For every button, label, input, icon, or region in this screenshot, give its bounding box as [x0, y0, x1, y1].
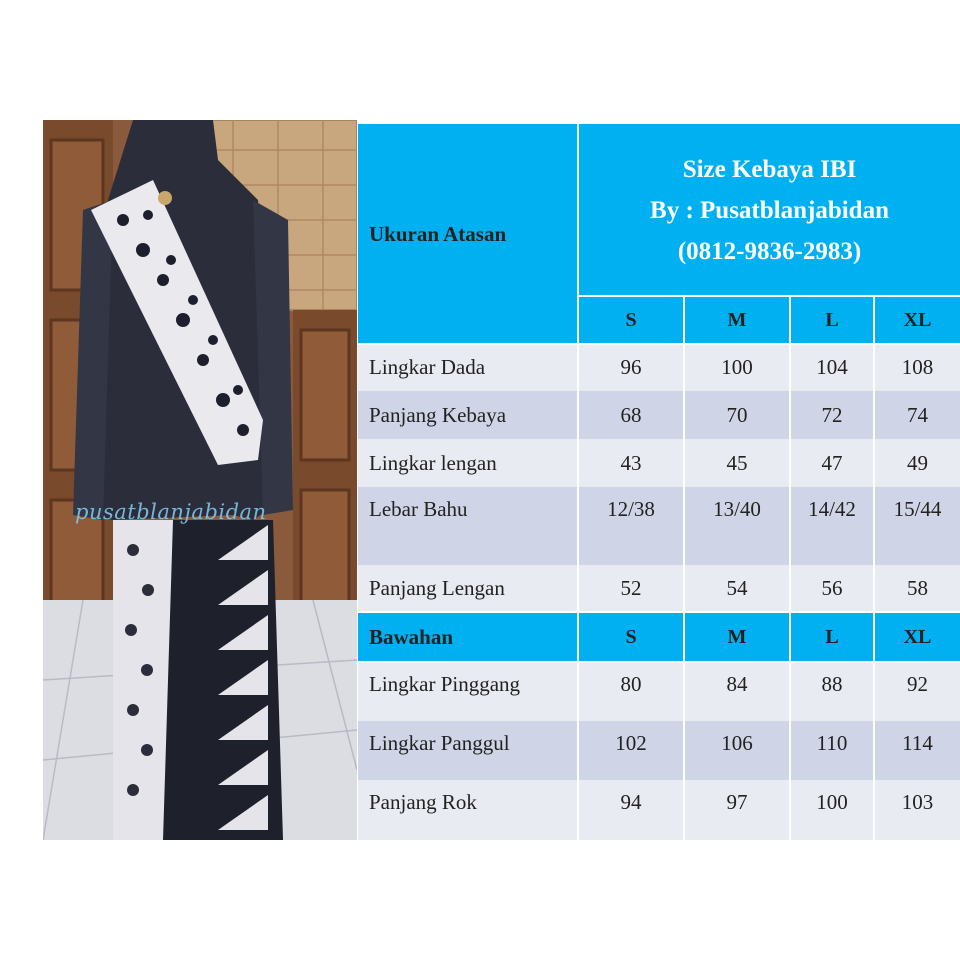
size-header-s: S — [578, 296, 684, 344]
kebaya-illustration — [43, 120, 357, 840]
grid-line — [873, 296, 875, 840]
grid-line — [789, 296, 791, 840]
cell-value: 56 — [790, 565, 874, 612]
row-label: Panjang Rok — [358, 780, 578, 840]
size-header-xl: XL — [874, 612, 960, 662]
chart-title — [578, 124, 960, 296]
grid-line — [683, 296, 685, 840]
row-label: Lingkar Panggul — [358, 721, 578, 780]
cell-value: 92 — [874, 662, 960, 721]
row-label: Lingkar Dada — [358, 344, 578, 391]
cell-value: 106 — [684, 721, 790, 780]
cell-value: 43 — [578, 439, 684, 487]
grid-line — [358, 611, 960, 613]
size-header-s: S — [578, 612, 684, 662]
watermark-text: pusatblanjabidan — [75, 500, 267, 524]
cell-value: 45 — [684, 439, 790, 487]
title-line-3: (0812-9836-2983) — [677, 237, 862, 265]
cell-value: 104 — [790, 344, 874, 391]
grid-line — [577, 124, 579, 840]
size-chart-table — [358, 124, 960, 840]
cell-value: 49 — [874, 439, 960, 487]
size-header-m: M — [684, 612, 790, 662]
section-label-atasan: Ukuran Atasan — [358, 124, 578, 344]
row-label: Lingkar Pinggang — [358, 662, 578, 721]
cell-value: 13/40 — [684, 487, 790, 565]
cell-value: 100 — [684, 344, 790, 391]
cell-value: 96 — [578, 344, 684, 391]
cell-value: 100 — [790, 780, 874, 840]
grid-line — [358, 661, 960, 663]
cell-value: 94 — [578, 780, 684, 840]
cell-value: 80 — [578, 662, 684, 721]
size-header-l: L — [790, 612, 874, 662]
row-label: Lingkar lengan — [358, 439, 578, 487]
row-label: Panjang Kebaya — [358, 391, 578, 439]
cell-value: 108 — [874, 344, 960, 391]
cell-value: 72 — [790, 391, 874, 439]
size-header-l: L — [790, 296, 874, 344]
cell-value: 58 — [874, 565, 960, 612]
cell-value: 68 — [578, 391, 684, 439]
cell-value: 54 — [684, 565, 790, 612]
title-line-2: By : Pusatblanjabidan — [650, 196, 889, 224]
cell-value: 52 — [578, 565, 684, 612]
title-line-1: Size Kebaya IBI — [682, 155, 857, 183]
cell-value: 110 — [790, 721, 874, 780]
grid-line — [358, 343, 960, 345]
cell-value: 70 — [684, 391, 790, 439]
cell-value: 88 — [790, 662, 874, 721]
cell-value: 15/44 — [874, 487, 960, 565]
cell-value: 47 — [790, 439, 874, 487]
section-label-bawahan: Bawahan — [358, 612, 578, 662]
size-header-m: M — [684, 296, 790, 344]
row-label: Lebar Bahu — [358, 487, 578, 565]
row-label: Panjang Lengan — [358, 565, 578, 612]
cell-value: 74 — [874, 391, 960, 439]
grid-line — [577, 295, 960, 297]
cell-value: 12/38 — [578, 487, 684, 565]
cell-value: 97 — [684, 780, 790, 840]
cell-value: 114 — [874, 721, 960, 780]
cell-value: 14/42 — [790, 487, 874, 565]
size-header-xl: XL — [874, 296, 960, 344]
cell-value: 103 — [874, 780, 960, 840]
cell-value: 84 — [684, 662, 790, 721]
cell-value: 102 — [578, 721, 684, 780]
product-photo — [43, 120, 357, 840]
